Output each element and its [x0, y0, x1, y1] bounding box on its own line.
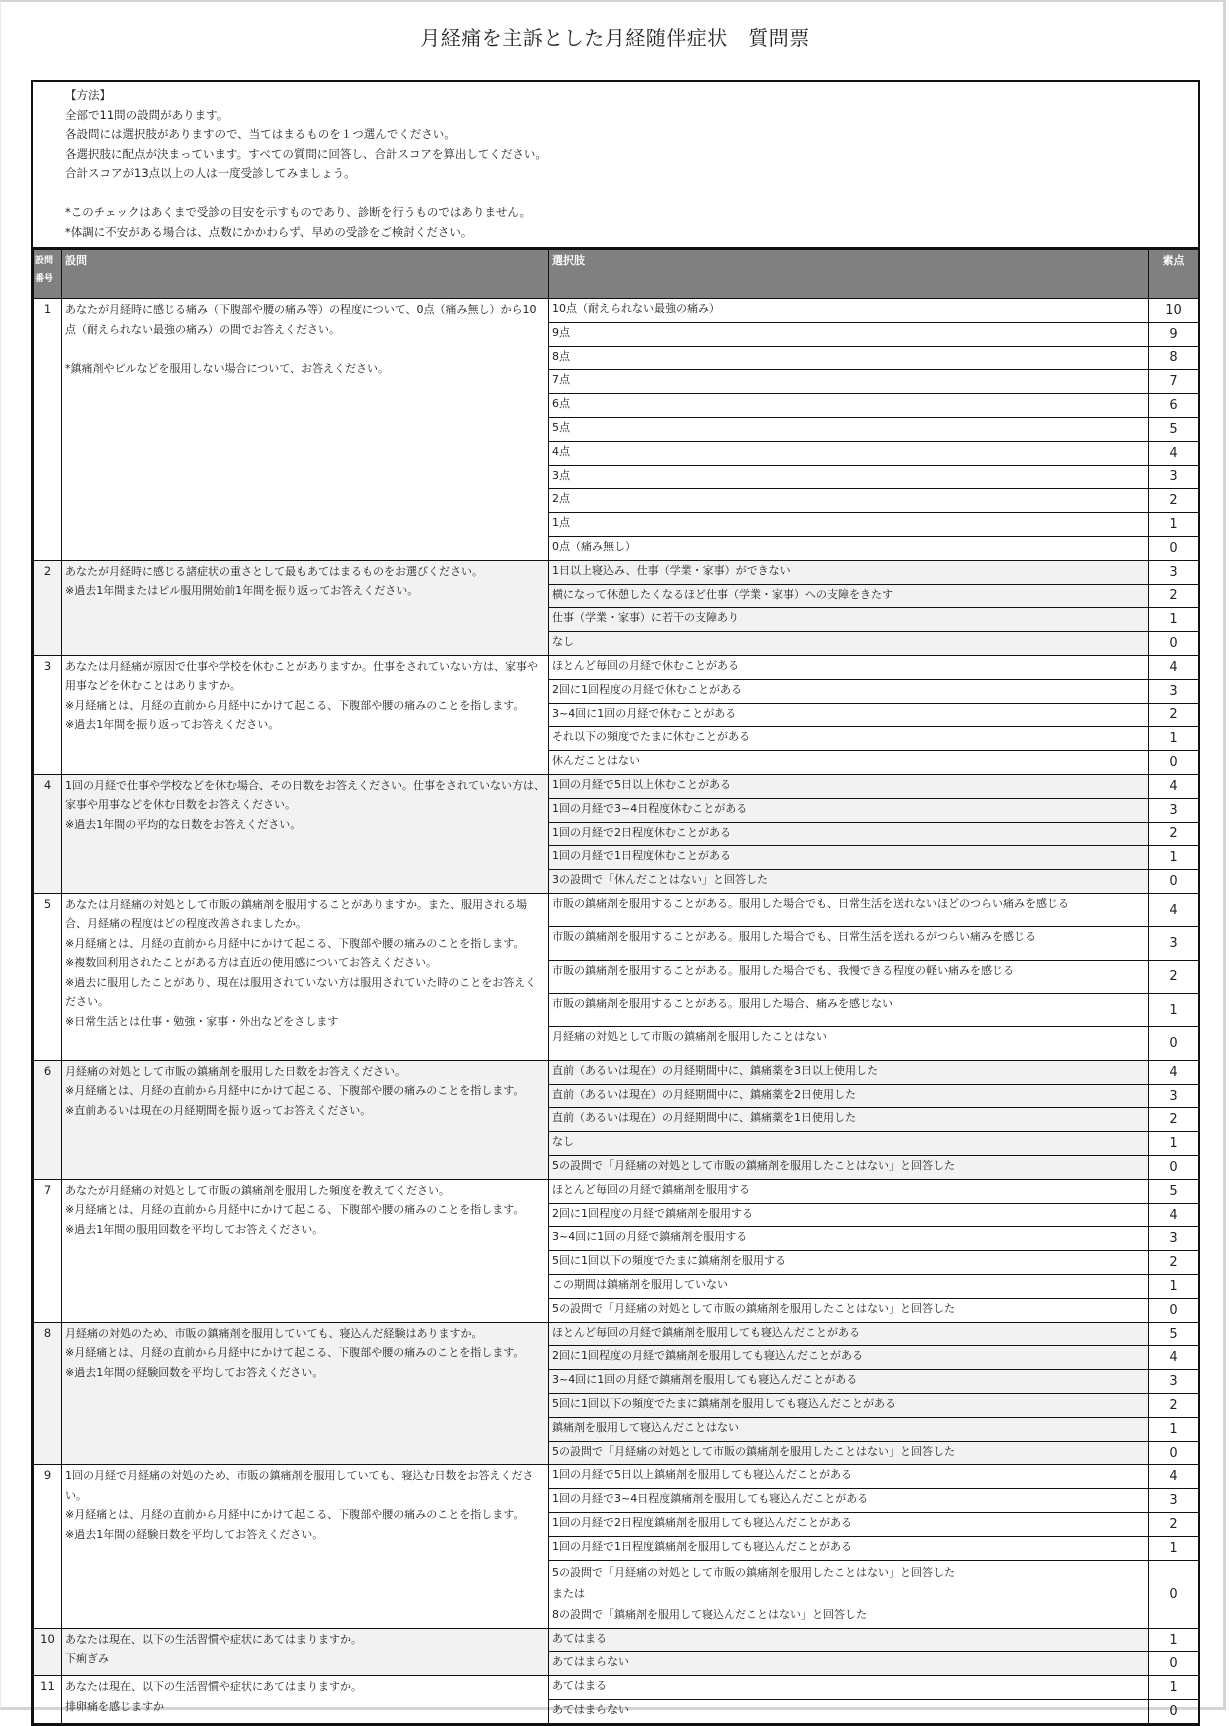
choice-label[interactable]: 5の設問で「月経痛の対処として市販の鎮痛剤を服用したことはない」と回答した — [549, 1298, 1149, 1322]
choice-label[interactable]: 3点 — [549, 465, 1149, 489]
choice-row — [34, 1060, 1199, 1084]
choice-label[interactable]: あてはまらない — [549, 1652, 1149, 1676]
choice-label[interactable]: 1回の月経で2日程度休むことがある — [549, 822, 1149, 846]
choice-score: 4 — [1149, 655, 1199, 679]
choice-score: 5 — [1149, 417, 1199, 441]
choice-score: 3 — [1149, 465, 1199, 489]
choice-label[interactable]: 3の設問で「休んだことはない」と回答した — [549, 870, 1149, 894]
choice-score: 0 — [1149, 1027, 1199, 1060]
question-text: あなたが月経時に感じる諸症状の重さとして最もあてはまるものをお選びください。 ※過去1年間またはピル服用開始前1年間を振り返ってお答えください。 — [62, 560, 549, 655]
choice-label[interactable]: 10点（耐えられない最強の痛み） — [549, 299, 1149, 323]
choice-label[interactable]: 直前（あるいは現在）の月経期間中に、鎮痛薬を3日以上使用した — [549, 1060, 1149, 1084]
choice-label[interactable]: 2回に1回程度の月経で鎮痛剤を服用する — [549, 1203, 1149, 1227]
choice-label[interactable]: ほとんど毎回の月経で休むことがある — [549, 655, 1149, 679]
choice-label[interactable]: 2回に1回程度の月経で鎮痛剤を服用しても寝込んだことがある — [549, 1346, 1149, 1370]
question-text: 月経痛の対処として市販の鎮痛剤を服用した日数をお答えください。 ※月経痛とは、月経の直前から月経中にかけて起こる、下腹部や腰の痛みのことを指します。 ※直前あるいは現在の月経期間を振り返ってお答えください。 — [62, 1060, 549, 1179]
choice-score: 0 — [1149, 870, 1199, 894]
choice-label[interactable]: 1回の月経で5日以上鎮痛剤を服用しても寝込んだことがある — [549, 1465, 1149, 1489]
method-heading: 【方法】 — [65, 88, 111, 102]
choice-label[interactable]: 市販の鎮痛剤を服用することがある。服用した場合でも、日常生活を送れるがつらい痛みを感じる — [549, 927, 1149, 960]
choice-row — [34, 655, 1199, 679]
choice-score: 2 — [1149, 703, 1199, 727]
choice-label[interactable]: 3~4回に1回の月経で鎮痛剤を服用しても寝込んだことがある — [549, 1370, 1149, 1394]
choice-label[interactable]: 0点（痛み無し） — [549, 536, 1149, 560]
header-score: 素点 — [1149, 250, 1199, 299]
choice-score: 5 — [1149, 1322, 1199, 1346]
choice-label[interactable]: 4点 — [549, 441, 1149, 465]
choice-label[interactable]: 1回の月経で5日以上休むことがある — [549, 774, 1149, 798]
method-note: *体調に不安がある場合は、点数にかかわらず、早めの受診をご検討ください。 — [65, 224, 473, 239]
choice-label[interactable]: 1点 — [549, 513, 1149, 537]
choice-row — [34, 1179, 1199, 1203]
choice-label[interactable]: 5の設問で「月経痛の対処として市販の鎮痛剤を服用したことはない」と回答した または 8の設問で「鎮痛剤を服用して寝込んだことはない」と回答した — [549, 1560, 1149, 1628]
choice-score: 5 — [1149, 1179, 1199, 1203]
choice-score: 0 — [1149, 632, 1199, 656]
method-line: 各選択肢に配点が決まっています。すべての質問に回答し、合計スコアを算出してください。 — [65, 146, 547, 161]
question-number: 3 — [34, 655, 62, 774]
choice-score: 3 — [1149, 1084, 1199, 1108]
choice-score: 3 — [1149, 798, 1199, 822]
choice-row — [34, 1676, 1199, 1700]
method-line: 各設問には選択肢がありますので、当てはまるものを１つ選んでください。 — [65, 127, 456, 141]
choice-score: 1 — [1149, 727, 1199, 751]
choice-label[interactable]: 横になって休憩したくなるほど仕事（学業・家事）への支障をきたす — [549, 584, 1149, 608]
choice-label[interactable]: 1回の月経で1日程度休むことがある — [549, 846, 1149, 870]
question-number: 8 — [34, 1322, 62, 1465]
choice-score: 1 — [1149, 513, 1199, 537]
choice-label[interactable]: なし — [549, 1132, 1149, 1156]
choice-label[interactable]: 仕事（学業・家事）に若干の支障あり — [549, 608, 1149, 632]
choice-score: 4 — [1149, 774, 1199, 798]
choice-score: 4 — [1149, 1346, 1199, 1370]
choice-row — [34, 1628, 1199, 1652]
choice-label[interactable]: ほとんど毎回の月経で鎮痛剤を服用する — [549, 1179, 1149, 1203]
choice-score: 9 — [1149, 322, 1199, 346]
choice-label[interactable]: 5回に1回以下の頻度でたまに鎮痛剤を服用する — [549, 1251, 1149, 1275]
choice-score: 3 — [1149, 679, 1199, 703]
choice-row — [34, 299, 1199, 323]
choice-label[interactable]: 2回に1回程度の月経で休むことがある — [549, 679, 1149, 703]
choice-row — [34, 893, 1199, 926]
choice-label[interactable]: 直前（あるいは現在）の月経期間中に、鎮痛薬を1日使用した — [549, 1108, 1149, 1132]
choice-score: 2 — [1149, 584, 1199, 608]
method-blank-line — [65, 184, 1198, 204]
choice-score: 1 — [1149, 1628, 1199, 1652]
question-text: あなたは月経痛の対処として市販の鎮痛剤を服用することがありますか。また、服用される場合、月経痛の程度はどの程度改善されましたか。 ※月経痛とは、月経の直前から月経中にかけて起こる、下腹部や腰の痛みのことを指します。 ※複数回利用されたことがある方は直近の使用感についてお答えください。 ※過去に服用したことがあり、現在は服用されていない方は服用されていた時のことをお答えください。 ※日常生活とは仕事・勉強・家事・外出などをさします — [62, 893, 549, 1060]
choice-score: 3 — [1149, 1489, 1199, 1513]
choice-score: 3 — [1149, 927, 1199, 960]
choice-label[interactable]: 8点 — [549, 346, 1149, 370]
method-line: 合計スコアが13点以上の人は一度受診してみましょう。 — [65, 166, 356, 180]
page-title: 月経痛を主訴とした月経随伴症状 質問票 — [420, 26, 810, 50]
choice-label[interactable]: 3~4回に1回の月経で鎮痛剤を服用する — [549, 1227, 1149, 1251]
choice-score: 3 — [1149, 560, 1199, 584]
header-choices: 選択肢 — [549, 250, 1149, 299]
choice-score: 2 — [1149, 1251, 1199, 1275]
choice-score: 1 — [1149, 1275, 1199, 1299]
choice-label[interactable]: あてはまらない — [549, 1700, 1149, 1724]
question-text: あなたは月経痛が原因で仕事や学校を休むことがありますか。仕事をされていない方は、家事や用事などを休むことはありますか。 ※月経痛とは、月経の直前から月経中にかけて起こる、下腹部や腰の痛みのことを指します。 ※過去1年間を振り返ってお答えください。 — [62, 655, 549, 774]
choice-score: 1 — [1149, 1132, 1199, 1156]
choice-score: 2 — [1149, 1513, 1199, 1537]
choice-score: 10 — [1149, 299, 1199, 323]
header-question: 設問 — [62, 250, 549, 299]
question-text: あなたが月経痛の対処として市販の鎮痛剤を服用した頻度を教えてください。 ※月経痛とは、月経の直前から月経中にかけて起こる、下腹部や腰の痛みのことを指します。 ※過去1年間の服用回数を平均してお答えください。 — [62, 1179, 549, 1322]
question-number: 2 — [34, 560, 62, 655]
question-text: 月経痛の対処のため、市販の鎮痛剤を服用していても、寝込んだ経験はありますか。 ※月経痛とは、月経の直前から月経中にかけて起こる、下腹部や腰の痛みのことを指します。 ※過去1年間の経験回数を平均してお答えください。 — [62, 1322, 549, 1465]
choice-label[interactable]: 直前（あるいは現在）の月経期間中に、鎮痛薬を2日使用した — [549, 1084, 1149, 1108]
method-line: 全部で11問の設問があります。 — [65, 107, 229, 122]
choice-score: 2 — [1149, 489, 1199, 513]
choice-score: 0 — [1149, 1298, 1199, 1322]
choice-score: 0 — [1149, 1560, 1199, 1628]
choice-score: 4 — [1149, 1060, 1199, 1084]
choice-score: 2 — [1149, 822, 1199, 846]
choice-label[interactable]: 1回の月経で2日程度鎮痛剤を服用しても寝込んだことがある — [549, 1513, 1149, 1537]
question-number: 1 — [34, 299, 62, 561]
header-row — [34, 250, 1199, 299]
choice-label[interactable]: 3~4回に1回の月経で休むことがある — [549, 703, 1149, 727]
choice-row — [34, 1322, 1199, 1346]
question-number: 7 — [34, 1179, 62, 1322]
questions-body — [34, 299, 1199, 1724]
header-number: 設問番号 — [34, 250, 62, 299]
choice-score: 4 — [1149, 441, 1199, 465]
choice-label[interactable]: 市販の鎮痛剤を服用することがある。服用した場合でも、日常生活を送れないほどのつらい痛みを感じる — [549, 893, 1149, 926]
choice-score: 1 — [1149, 846, 1199, 870]
choice-score: 3 — [1149, 1370, 1199, 1394]
choice-label[interactable]: 市販の鎮痛剤を服用することがある。服用した場合、痛みを感じない — [549, 994, 1149, 1027]
choice-label[interactable]: あてはまる — [549, 1628, 1149, 1652]
choice-label[interactable]: ほとんど毎回の月経で鎮痛剤を服用しても寝込んだことがある — [549, 1322, 1149, 1346]
choice-score: 7 — [1149, 370, 1199, 394]
question-text: 1回の月経で月経痛の対処のため、市販の鎮痛剤を服用していても、寝込む日数をお答えください。 ※月経痛とは、月経の直前から月経中にかけて起こる、下腹部や腰の痛みのことを指します。 ※過去1年間の経験日数を平均してお答えください。 — [62, 1465, 549, 1628]
choice-label[interactable]: 1回の月経で1日程度鎮痛剤を服用しても寝込んだことがある — [549, 1536, 1149, 1560]
choice-label[interactable]: 月経痛の対処として市販の鎮痛剤を服用したことはない — [549, 1027, 1149, 1060]
choice-label[interactable]: 5回に1回以下の頻度でたまに鎮痛剤を服用しても寝込んだことがある — [549, 1394, 1149, 1418]
choice-label[interactable]: 休んだことはない — [549, 751, 1149, 775]
choice-score: 1 — [1149, 1676, 1199, 1700]
choice-score: 0 — [1149, 1156, 1199, 1180]
choice-label[interactable]: 1日以上寝込み、仕事（学業・家事）ができない — [549, 560, 1149, 584]
choice-label[interactable]: あてはまる — [549, 1676, 1149, 1700]
question-text: あなたが月経時に感じる痛み（下腹部や腰の痛み等）の程度について、0点（痛み無し）から10点（耐えられない最強の痛み）の間でお答えください。 *鎮痛剤やピルなどを服用しない場合について、お答えください。 — [62, 299, 549, 561]
choice-label[interactable]: この期間は鎮痛剤を服用していない — [549, 1275, 1149, 1299]
choice-label[interactable]: 2点 — [549, 489, 1149, 513]
choice-score: 2 — [1149, 1108, 1199, 1132]
choice-label[interactable]: なし — [549, 632, 1149, 656]
choice-label[interactable]: 市販の鎮痛剤を服用することがある。服用した場合でも、我慢できる程度の軽い痛みを感じる — [549, 960, 1149, 993]
choice-score: 0 — [1149, 1652, 1199, 1676]
choice-row — [34, 560, 1199, 584]
choice-label[interactable]: 5の設問で「月経痛の対処として市販の鎮痛剤を服用したことはない」と回答した — [549, 1156, 1149, 1180]
choice-label[interactable]: 7点 — [549, 370, 1149, 394]
choice-row — [34, 774, 1199, 798]
choice-score: 0 — [1149, 751, 1199, 775]
choice-score: 8 — [1149, 346, 1199, 370]
choice-label[interactable]: 1回の月経で3~4日程度休むことがある — [549, 798, 1149, 822]
question-number: 10 — [34, 1628, 62, 1676]
choice-label[interactable]: 5の設問で「月経痛の対処として市販の鎮痛剤を服用したことはない」と回答した — [549, 1441, 1149, 1465]
choice-score: 0 — [1149, 1441, 1199, 1465]
choice-score: 0 — [1149, 536, 1199, 560]
question-number: 4 — [34, 774, 62, 893]
question-text: あなたは現在、以下の生活習慣や症状にあてはまりますか。 排卵痛を感じますか — [62, 1676, 549, 1724]
questionnaire-table — [33, 249, 1199, 1724]
choice-score: 1 — [1149, 1417, 1199, 1441]
method-section — [33, 82, 1198, 249]
choice-score: 1 — [1149, 994, 1199, 1027]
choice-score: 2 — [1149, 1394, 1199, 1418]
question-number: 11 — [34, 1676, 62, 1724]
choice-label[interactable]: 9点 — [549, 322, 1149, 346]
question-number: 9 — [34, 1465, 62, 1628]
choice-label[interactable]: 5点 — [549, 417, 1149, 441]
choice-label[interactable]: 鎮痛剤を服用して寝込んだことはない — [549, 1417, 1149, 1441]
choice-score: 4 — [1149, 893, 1199, 926]
choice-label[interactable]: それ以下の頻度でたまに休むことがある — [549, 727, 1149, 751]
method-note: *このチェックはあくまで受診の目安を示すものであり、診断を行うものではありません。 — [65, 205, 532, 219]
choice-score: 2 — [1149, 960, 1199, 993]
choice-score: 1 — [1149, 1536, 1199, 1560]
question-text: あなたは現在、以下の生活習慣や症状にあてはまりますか。 下痢ぎみ — [62, 1628, 549, 1676]
questionnaire-sheet — [31, 80, 1200, 1726]
question-number: 6 — [34, 1060, 62, 1179]
choice-score: 4 — [1149, 1203, 1199, 1227]
choice-score: 3 — [1149, 1227, 1199, 1251]
choice-score: 4 — [1149, 1465, 1199, 1489]
choice-score: 6 — [1149, 394, 1199, 418]
question-text: 1回の月経で仕事や学校などを休む場合、その日数をお答えください。仕事をされていない方は、家事や用事などを休む日数をお答えください。 ※過去1年間の平均的な日数をお答えください。 — [62, 774, 549, 893]
choice-label[interactable]: 6点 — [549, 394, 1149, 418]
choice-score: 1 — [1149, 608, 1199, 632]
question-number: 5 — [34, 893, 62, 1060]
choice-row — [34, 1465, 1199, 1489]
choice-label[interactable]: 1回の月経で3~4日程度鎮痛剤を服用しても寝込んだことがある — [549, 1489, 1149, 1513]
choice-score: 0 — [1149, 1700, 1199, 1724]
